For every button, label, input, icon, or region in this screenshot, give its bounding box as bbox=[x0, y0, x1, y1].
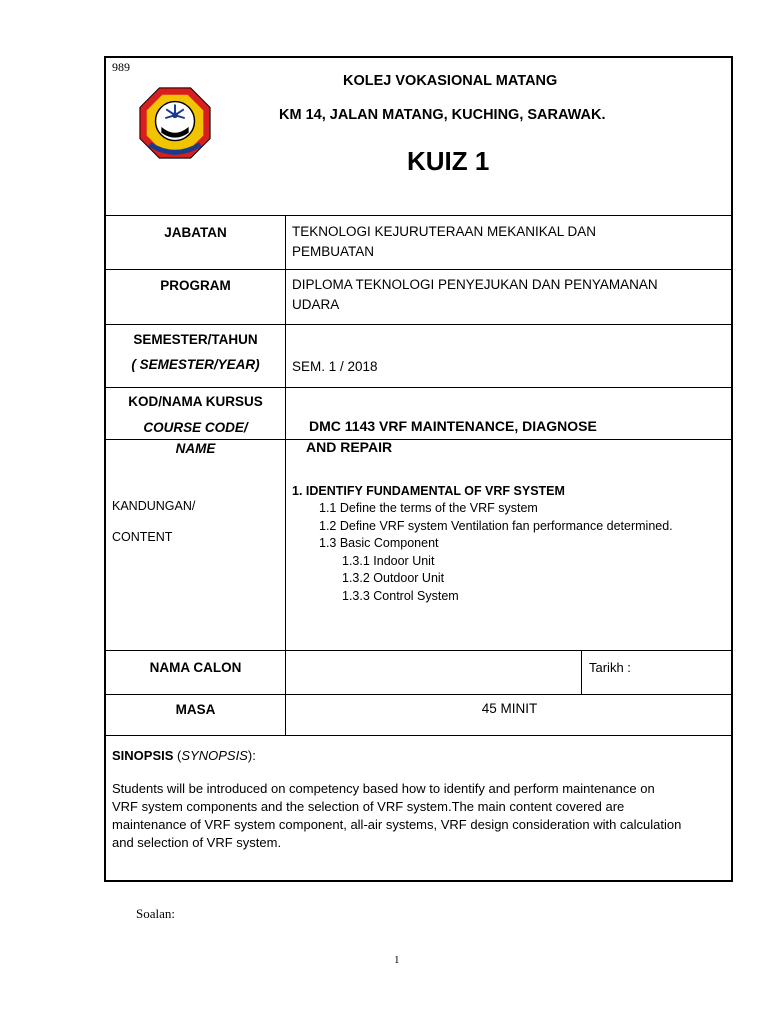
column-divider bbox=[581, 650, 582, 694]
semester-value: SEM. 1 / 2018 bbox=[292, 359, 378, 374]
content-item: 1.3.2 Outdoor Unit bbox=[342, 571, 445, 585]
program-value-line1: DIPLOMA TEKNOLOGI PENYEJUKAN DAN PENYAMANAN bbox=[292, 277, 658, 292]
page-number: 1 bbox=[394, 954, 400, 966]
content-label-en: CONTENT bbox=[112, 530, 173, 544]
synopsis-line: and selection of VRF system. bbox=[112, 835, 282, 850]
college-name: KOLEJ VOKASIONAL MATANG bbox=[343, 73, 558, 89]
content-item: 1.1 Define the terms of the VRF system bbox=[319, 501, 538, 515]
candidate-name-field[interactable] bbox=[287, 652, 579, 692]
course-label-en-name: NAME bbox=[175, 441, 216, 456]
row-divider bbox=[106, 269, 731, 270]
content-item: 1.3.1 Indoor Unit bbox=[342, 554, 435, 568]
page-title: KUIZ 1 bbox=[407, 146, 490, 176]
department-value-line1: TEKNOLOGI KEJURUTERAAN MEKANIKAL DAN bbox=[292, 224, 597, 239]
course-label: KOD/NAMA KURSUS bbox=[128, 394, 263, 409]
course-value-line2: AND REPAIR bbox=[306, 439, 393, 455]
date-label: Tarikh : bbox=[589, 660, 631, 675]
content-item: 1. IDENTIFY FUNDAMENTAL OF VRF SYSTEM bbox=[292, 484, 565, 498]
candidate-name-label: NAMA CALON bbox=[149, 660, 242, 675]
semester-label-en: ( SEMESTER/YEAR) bbox=[131, 357, 260, 372]
content-item: 1.2 Define VRF system Ventilation fan performance determined. bbox=[319, 519, 673, 533]
synopsis-line: VRF system components and the selection of VRF system.The main content covered are bbox=[112, 799, 625, 814]
row-divider bbox=[106, 694, 731, 695]
row-divider bbox=[106, 735, 731, 736]
college-address: KM 14, JALAN MATANG, KUCHING, SARAWAK. bbox=[279, 107, 606, 123]
college-crest-icon bbox=[136, 84, 214, 162]
row-divider bbox=[106, 439, 731, 440]
time-label: MASA bbox=[175, 702, 216, 717]
row-divider bbox=[106, 650, 731, 651]
content-item: 1.3.3 Control System bbox=[342, 589, 459, 603]
course-label-en: COURSE CODE/ bbox=[143, 420, 248, 435]
column-divider bbox=[285, 215, 286, 735]
synopsis-title-en: (SYNOPSIS): bbox=[177, 748, 256, 763]
program-label: PROGRAM bbox=[160, 278, 231, 293]
row-divider bbox=[106, 324, 731, 325]
row-divider bbox=[106, 215, 731, 216]
questions-label: Soalan: bbox=[136, 906, 175, 921]
content-label: KANDUNGAN/ bbox=[112, 499, 196, 513]
program-value-line2: UDARA bbox=[292, 297, 340, 312]
synopsis-line: Students will be introduced on competency based how to identify and perform maintenance on bbox=[112, 781, 655, 796]
semester-label: SEMESTER/TAHUN bbox=[133, 332, 258, 347]
quiz-cover-table bbox=[104, 56, 733, 882]
row-divider bbox=[106, 387, 731, 388]
synopsis-line: maintenance of VRF system component, all-air systems, VRF design consideration with calculation bbox=[112, 817, 682, 832]
time-value: 45 MINIT bbox=[481, 701, 538, 716]
document-number: 989 bbox=[112, 60, 130, 74]
department-label: JABATAN bbox=[164, 225, 227, 240]
course-value-line1: DMC 1143 VRF MAINTENANCE, DIAGNOSE bbox=[309, 418, 597, 434]
synopsis-title: SINOPSIS bbox=[112, 748, 174, 763]
content-item: 1.3 Basic Component bbox=[319, 536, 439, 550]
synopsis-heading bbox=[112, 748, 256, 763]
department-value-line2: PEMBUATAN bbox=[292, 244, 375, 259]
